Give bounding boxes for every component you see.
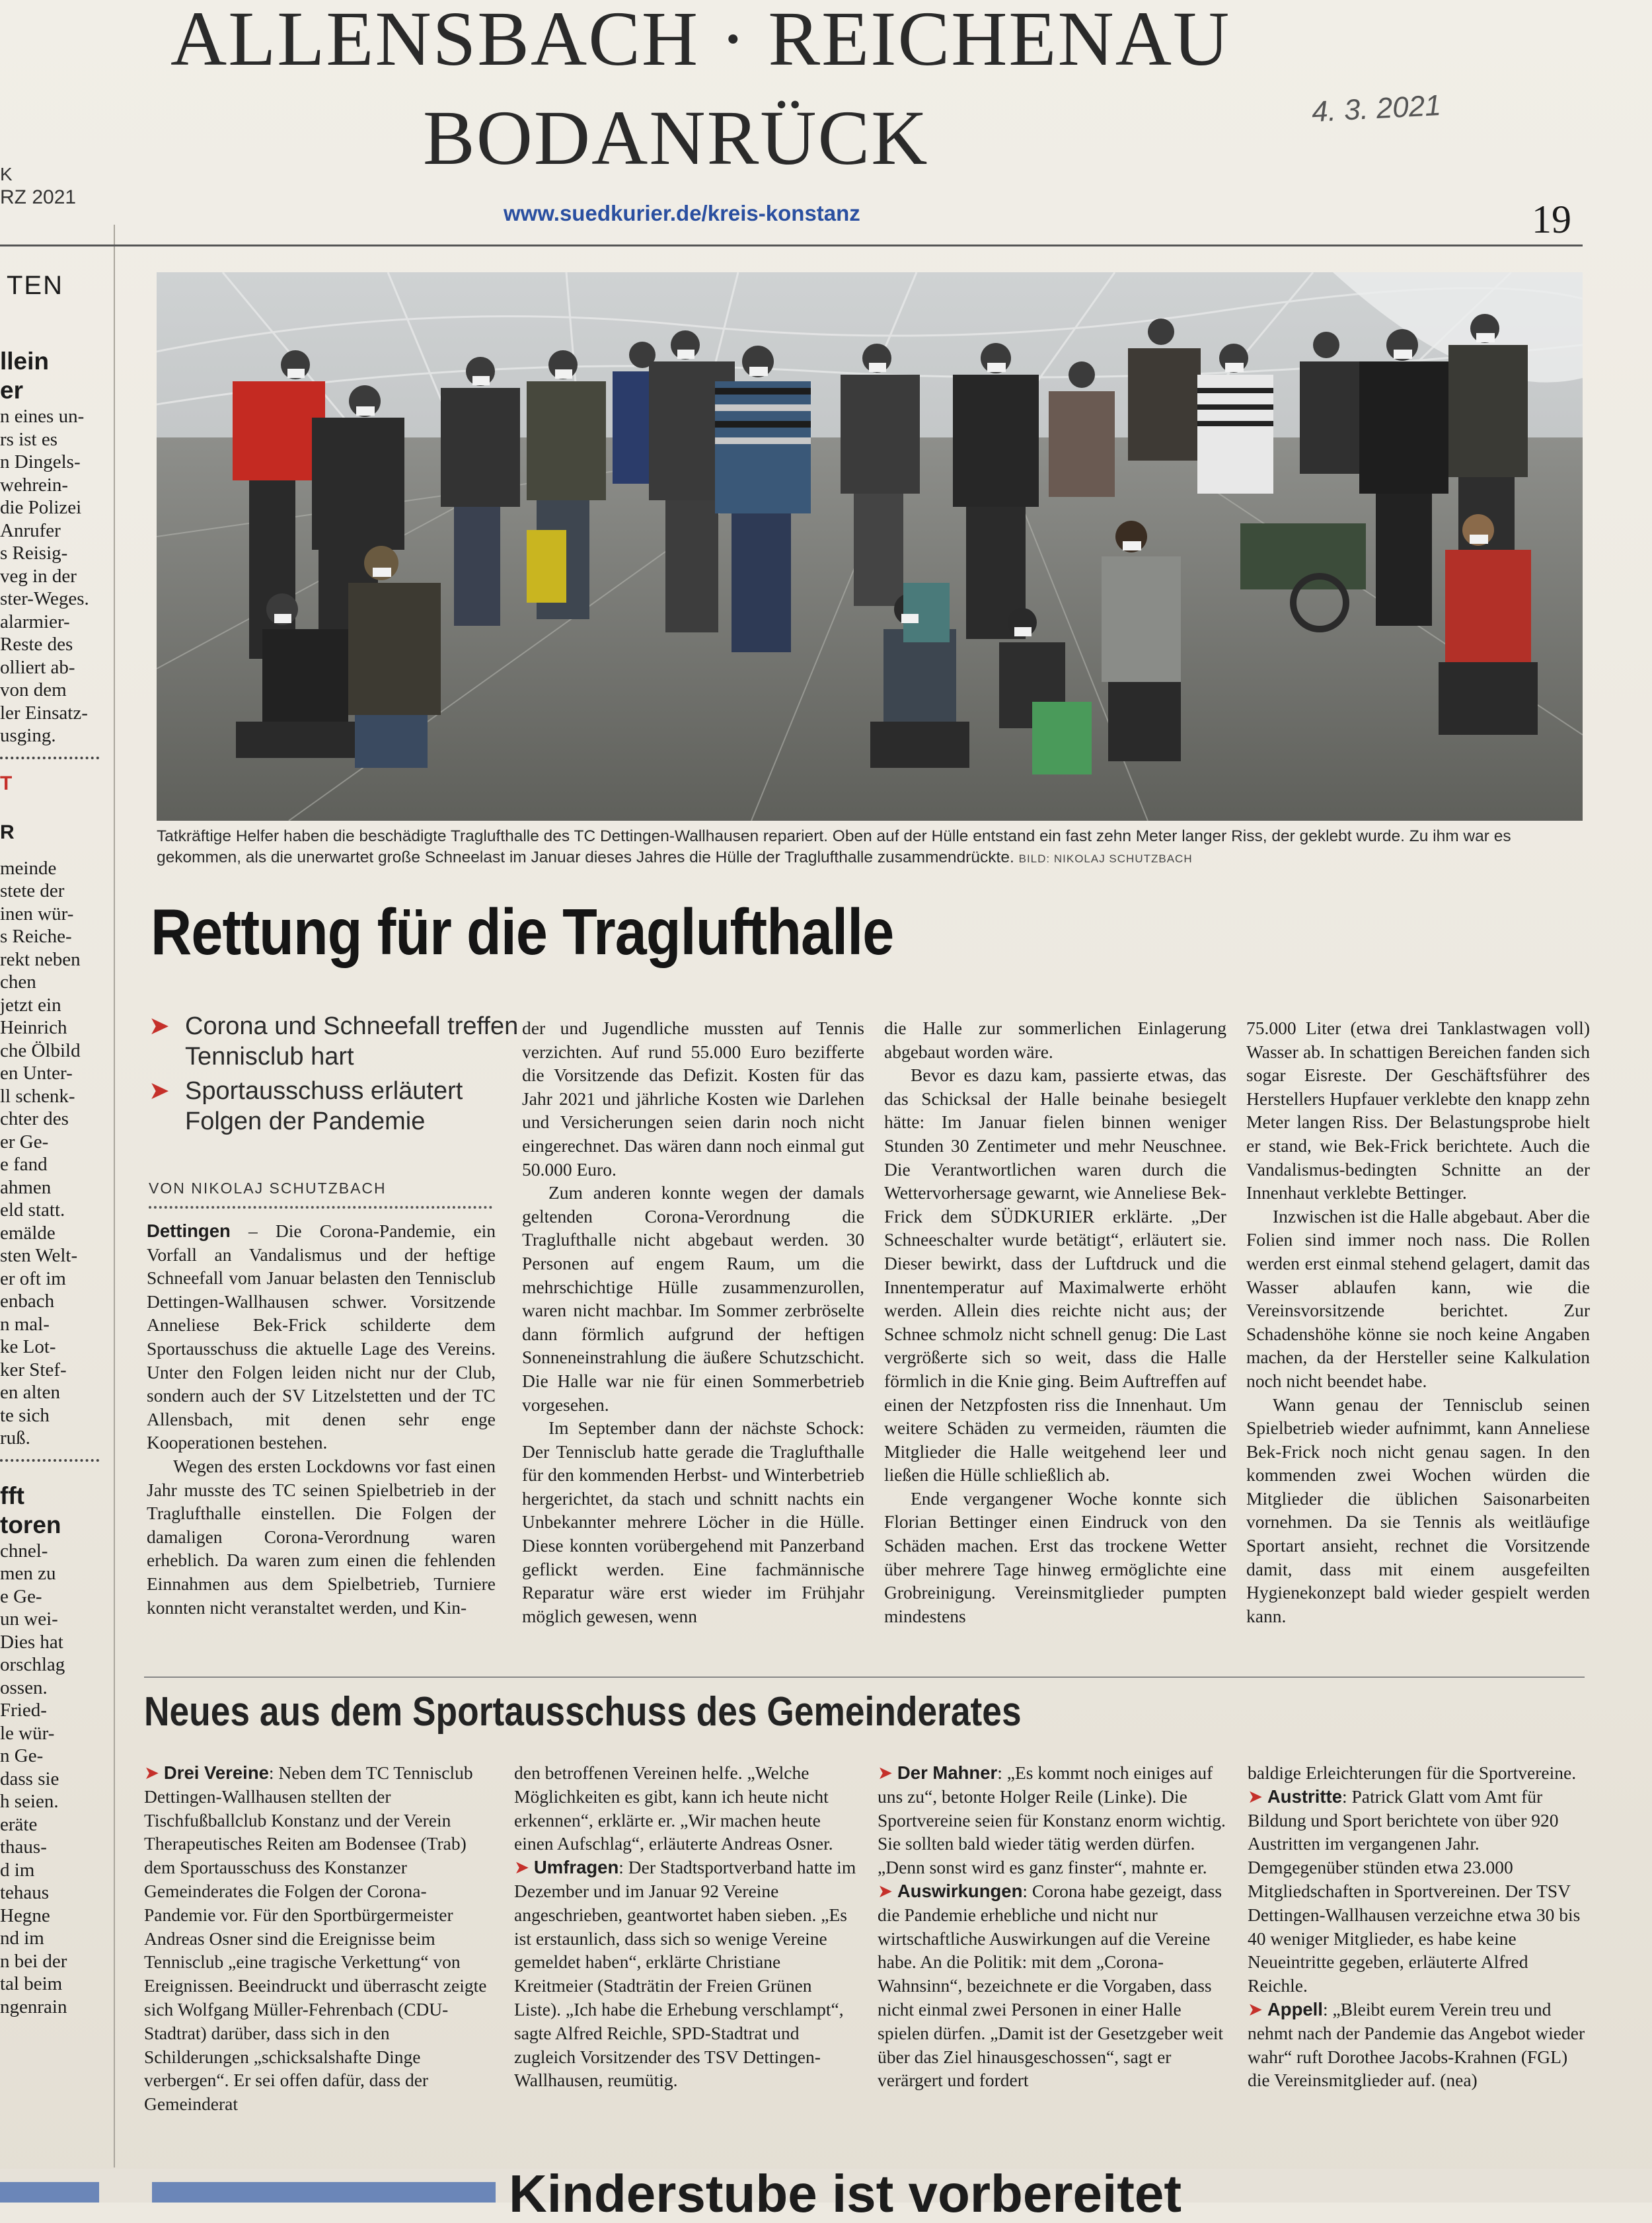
left-text-line: ossen. [0,1677,48,1698]
sidebar-headline: Neues aus dem Sportausschuss des Gemeinderates [144,1689,1022,1735]
header-rule [0,245,1583,246]
left-text-line: sten Welt- [0,1245,78,1266]
arrow-icon: ➤ [1248,1998,1263,2019]
arrow-icon: ➤ [514,1857,530,1878]
photo-caption [157,826,1584,870]
left-text-line: e Ge- [0,1585,42,1607]
left-text-line: alarmier- [0,611,70,632]
left-text-3 [0,1540,109,2019]
section-rule [144,1677,1585,1678]
left-text-line: le wür- [0,1722,55,1744]
arrow-icon: ➤ [878,1762,893,1783]
left-headline-2 [0,1482,109,1540]
arrow-icon: ➤ [1248,1786,1263,1807]
edge-date: RZ 2021 [0,186,77,208]
left-text-line: nd im [0,1928,44,1949]
arrow-icon: ➤ [149,1077,170,1105]
article-column-2: der und Jugendliche mussten auf Tennis verzichten. Auf rund 55.000 Euro bezifferte die Vorsitzende das Defizit. Kosten für das Jahr 2021 und jährliche Kosten wie Darlehen und Versicherungen seien darin noch nicht eingerechnet. Das wären dann noch einmal gut 50.000 Euro. Zum anderen konnte wegen der damals geltenden Corona-Verordnung die Traglufthalle nicht abgebaut werden. 30 Personen auf engem Raum, um die mehrschichtige Hülle zusammenzurollen, waren nicht machbar. Im Sommer zerbröselte dann förmlich aufgrund der heftigen Sonneneinstrahlung die äußere Schutzschicht. Die Halle war nie für einen Sommerbetrieb vorgesehen. Im September dann der nächste Schock: Der Tennisclub hatte gerade die Traglufthalle für den kommenden Herbst- und Winterbetrieb hergerichtet, da stach und schnitt nachts ein Unbekannter mehrere Löcher in die Hülle. Diese konnten vorübergehend mit Panzerband geflickt werden. Eine fachmännische Reparatur wäre erst wieder im Frühjahr möglich gewesen, wenn [522,1018,864,1626]
subheadline-item: ➤ Corona und Schneefall treffen Tennisclub hart [149,1012,519,1071]
left-text-line: s Reiche- [0,926,72,947]
dateline: Dettingen [147,1221,231,1241]
article-column-1: Dettingen – Die Corona-Pandemie, ein Vorfall an Vandalismus und der heftige Schneefall vom Januar belasten den Tennisclub Dettingen-Wallhausen schwer. Vorsitzende Anneliese Bek-Frick schilderte dem Sportausschuss die aktuelle Lage des Vereins. Unter den Folgen leiden nicht nur der Club, sondern auch der SV Litzelstetten und der TC Allensbach, mit denen sehr enge Kooperationen bestehen. Wegen des ersten Lockdowns vor fast einen Jahr musste des TC seinen Spielbetrieb in der Traglufthalle einstellen. Die Folgen der damaligen Corona-Verordnung waren erheblich. Da waren zum einen die fehlenden Einnahmen aus dem Spielbetrieb, Turniere konnten nicht veranstaltet werden, und Kin- [147,1221,496,1618]
handwritten-date: 4. 3. 2021 [1310,89,1442,129]
left-text-line: chen [0,971,36,993]
left-text-line: emälde [0,1222,56,1244]
byline: VON NIKOLAJ SCHUTZBACH [149,1180,387,1197]
left-text-line: thaus- [0,1836,47,1858]
page-number: 19 [1532,198,1571,241]
subheadline-item: ➤ Sportausschuss erläutert Folgen der Pandemie [149,1077,463,1135]
left-text-line: ll schenk- [0,1085,75,1107]
left-text-line: un wei- [0,1608,58,1630]
left-text-line: n Ge- [0,1745,44,1766]
left-text-line: die Polizei [0,497,82,518]
left-text-2 [0,857,109,1450]
arrow-icon: ➤ [878,1880,893,1901]
left-text-line: tal beim [0,1973,63,1994]
sidebar-column-4: baldige Erleichterungen für die Sportvereine. ➤ Austritte: Patrick Glatt vom Amt für Bildung und Sport berichtete von über 920 Austritten im vergangenen Jahr. Demgegenüber stünden etwa 23.000 Mitgliedschaften in Sportvereinen. Der TSV Dettingen-Wallhausen verzeichne etwa 30 bis 40 weniger Mitglieder, es habe keine Neueintritte gegeben, erläuterte Alfred Reichle. ➤ Appell: „Bleibt eurem Verein treu und nehmt nach der Pandemie das Angebot wieder wahr“ ruft Dorothee Jacobs-Krahnen (FGL) die Vereinsmitglieder auf. (nea) [1248,1762,1585,2091]
left-text-line: stete der [0,880,65,901]
sidebar-column-3: ➤ Der Mahner: „Es kommt noch einiges auf uns zu“, betonte Holger Reile (Linke). Die Sportvereine seien für Konstanz enorm wichtig. Sie sollten bald wieder tätig werden dürfen. „Denn sonst wird es ganz finster“, mahnte er. ➤ Auswirkungen: Corona habe gezeigt, dass die Pandemie erhebliche und nicht nur wirtschaftliche Auswirkungen auf die Vereine habe. An die Politik: mit dem „Corona-Wahnsinn“, bezeichnete er die Vorgaben, dass nicht einmal zwei Personen in einer Halle spielen dürfen. „Damit ist der Gesetzgeber weit über das Ziel hinausgeschossen“, sagt er verärgert und fordert [878,1762,1226,2091]
blue-image-edge [0,2182,99,2203]
left-text-line: chnel- [0,1540,48,1562]
red-marker-1: T [0,772,13,794]
divider [0,1459,99,1462]
left-text-line: Heinrich [0,1017,67,1038]
next-article-headline: Kinderstube ist vorbereitet [509,2164,1182,2223]
edge-letter: K [0,164,13,184]
left-text-line: eld statt. [0,1199,65,1221]
left-text-line: n bei der [0,1950,67,1972]
left-text-line: ngenrain [0,1996,67,2017]
photo-illustration [157,272,1583,821]
blue-image-edge [152,2182,496,2203]
left-headline-line: er [0,377,23,404]
section-label: TEN [7,271,63,300]
left-text-line: n eines un- [0,406,85,427]
left-text-line: che Ölbild [0,1039,81,1061]
left-text-line: meinde [0,857,57,879]
website-url[interactable]: www.suedkurier.de/kreis-konstanz [504,201,860,225]
left-text-line: ker Stef- [0,1359,67,1380]
left-text-line: tehaus [0,1882,50,1903]
left-text-line: rs ist es [0,428,57,450]
article-column-3: die Halle zur sommerlichen Einlagerung abgebaut worden wäre. Bevor es dazu kam, passierte etwas, das das Schicksal der Halle beinahe besiegelt hätte: Im Januar fielen binnen weniger Stunden 30 Zentimeter und mehr Neuschnee. Die Verantwortlichen waren durch die Wettervorhersage gewarnt, wie Anneliese Bek-Frick dem SÜDKURIER erklärte. „Der Schneeschalter wurde betätigt“, erläutert sie. Dieser bewirkt, dass der Luftdruck und die Innentemperatur auf Maximalwerte erhöht werden. Allein dies reichte nicht aus; der Schnee schmolz nicht schnell genug: Die Last vergrößerte sich so weit, dass die Halle förmlich in die Knie ging. Beim Auftreffen auf einen der Netzpfosten riss die Innenhaut. Um weitere Schäden zu vermeiden, räumten die Mitglieder die Halle weitgehend leer und ließen die Hülle schließlich ab. Ende vergangener Woche konnte sich Florian Bettinger einen Eindruck von den Schäden machen. Erst das trockene Wetter über mehrere Tage hinweg ermöglichte eine Grobreinigung. Vereinsmitglieder pumpten mindestens [884,1018,1226,1626]
left-text-line: von dem [0,679,67,700]
left-text-line: enbach [0,1291,55,1312]
left-headline-1 [0,347,109,405]
left-text-line: n mal- [0,1313,50,1335]
left-text-line: rekt neben [0,948,81,970]
left-text-line: ler Einsatz- [0,702,88,724]
left-text-line: n Dingels- [0,451,81,472]
left-text-line: er oft im [0,1267,66,1289]
arrow-icon: ➤ [144,1762,160,1783]
left-text-line: usging. [0,725,56,746]
left-text-line: Reste des [0,634,73,655]
left-text-line: te sich [0,1404,50,1426]
left-text-line: chter des [0,1108,69,1129]
left-text-line: veg in der [0,565,77,587]
article-column-4: 75.000 Liter (etwa drei Tanklastwagen voll) Wasser ab. In schattigen Bereichen fanden sich sogar Eisreste. Der Geschäftsführer des Herstellers Hupfauer verklebte den knapp zehn Meter langen Riss. Der Belastungsprobe hielt er stand, wie Bek-Frick berichtete. Auch die Vandalismus-bedingten Schnitte an der Innenhaut verklebte Bettinger. Inzwischen ist die Halle abgebaut. Aber die Folien sind immer noch nass. Die Rollen werden erst einmal stehend gelagert, damit das Wasser ablaufen kann, wie die Vereinsvorsitzende berichtet. Zur Schadenshöhe könne sie noch keine Angaben machen, da der Hersteller seine Kalkulation noch nicht beendet habe. Wann genau der Tennisclub seinen Spielbetrieb wieder aufnimmt, kann Anneliese Bek-Frick noch nicht genau sagen. In den kommenden zwei Wochen würden die Mitglieder die üblichen Saisonarbeiten vornehmen. Da sie Tennis als weitläufige Sportart ansieht, rechnet die Vorsitzende damit, dass mit einem ausgefeilten Hygienekonzept bald wieder gespielt werden kann. [1246,1018,1590,1626]
left-headline-line: llein [0,348,50,375]
sidebar-column-2: den betroffenen Vereinen helfe. „Welche Möglichkeiten es gibt, kann ich heute nicht erkennen“, erklärte er. „Wir machen heute einen Aufschlag“, erläuterte Andreas Osner. ➤ Umfragen: Der Stadtsportverband hatte im Dezember und im Januar 92 Vereine angeschrieben, geantwortet haben sieben. „Es ist erstaunlich, dass sich so wenige Vereine gemeldet haben“, erklärte Christiane Kreitmeier (Stadträtin der Freien Grünen Liste). „Ich habe die Erhebung verschlampt“, sagte Alfred Reichle, SPD-Stadtrat und zugleich Vorsitzender des TSV Dettingen-Wallhausen, reumütig. [514,1762,856,2091]
left-text-line: Anrufer [0,519,61,541]
left-neighbour-column [0,231,109,2167]
arrow-icon: ➤ [149,1012,170,1040]
left-text-line: er Ge- [0,1131,49,1152]
left-headline-line: fft [0,1482,24,1509]
divider [0,757,99,759]
left-text-line: eräte [0,1813,38,1835]
left-text-line: h seien. [0,1791,59,1812]
left-text-line: ster-Weges. [0,588,89,609]
red-marker-2: R [0,821,15,843]
left-text-line: jetzt ein [0,994,61,1016]
subheadline-list [149,1011,519,1141]
photo-credit: BILD: NIKOLAJ SCHUTZBACH [1018,852,1193,865]
left-text-line: e fand [0,1154,48,1175]
left-text-line: ruß. [0,1427,30,1449]
left-text-line: olliert ab- [0,656,75,678]
left-text-line: ke Lot- [0,1336,56,1357]
article-photo [157,272,1583,821]
column-separator [114,225,115,2167]
left-text-line: inen wür- [0,903,74,924]
masthead-line-1: ALLENSBACH · REICHENAU [170,0,1231,82]
masthead-line-2: BODANRÜCK [423,94,929,181]
left-text-line: en alten [0,1382,60,1403]
left-text-line: Fried- [0,1700,47,1721]
left-text-line: d im [0,1859,35,1881]
left-text-line: en Unter- [0,1063,73,1084]
left-text-line: ahmen [0,1176,52,1198]
left-text-line: s Reisig- [0,543,68,564]
sidebar-column-1: ➤ Drei Vereine: Neben dem TC Tennisclub Dettingen-Wallhausen stellten der Tischfußballclub Konstanz und der Verein Therapeutisches Reiten am Bodensee (Trab) dem Sportausschuss des Konstanzer Gemeinderates die Folgen der Corona-Pandemie vor. Für den Sportbürgermeister Andreas Osner sind die Ereignisse beim Tennisclub „eine tragische Verkettung“ von Ereignissen. Beeindruckt und überrascht zeigte sich Wolfgang Müller-Fehrenbach (CDU-Stadtrat) darüber, dass sich in den Schilderungen „schicksalshafte Dinge verbergen“. Er sei offen dafür, dass der Gemeinderat [144,1762,487,2115]
left-text-line: dass sie [0,1768,59,1790]
caption-text: Tatkräftige Helfer haben die beschädigte Traglufthalle des TC Dettingen-Wallhausen repariert. Oben auf der Hülle entstand ein fast zehn Meter langer Riss, der geklebt wurde. Zu ihm war es gekommen, als die unerwartet große Schneelast im Januar dieses Jahres die Hülle der Traglufthalle zusammendrückte. [157,827,1511,866]
left-text-line: men zu [0,1563,56,1584]
left-text-line: orschlag [0,1654,65,1675]
left-text-line: wehrein- [0,474,69,496]
left-headline-line: toren [0,1511,61,1538]
left-text-line: Dies hat [0,1631,63,1653]
left-text-1 [0,405,109,747]
left-text-line: Hegne [0,1904,50,1926]
article-headline: Rettung für die Traglufthalle [151,895,894,968]
byline-divider [149,1206,492,1209]
